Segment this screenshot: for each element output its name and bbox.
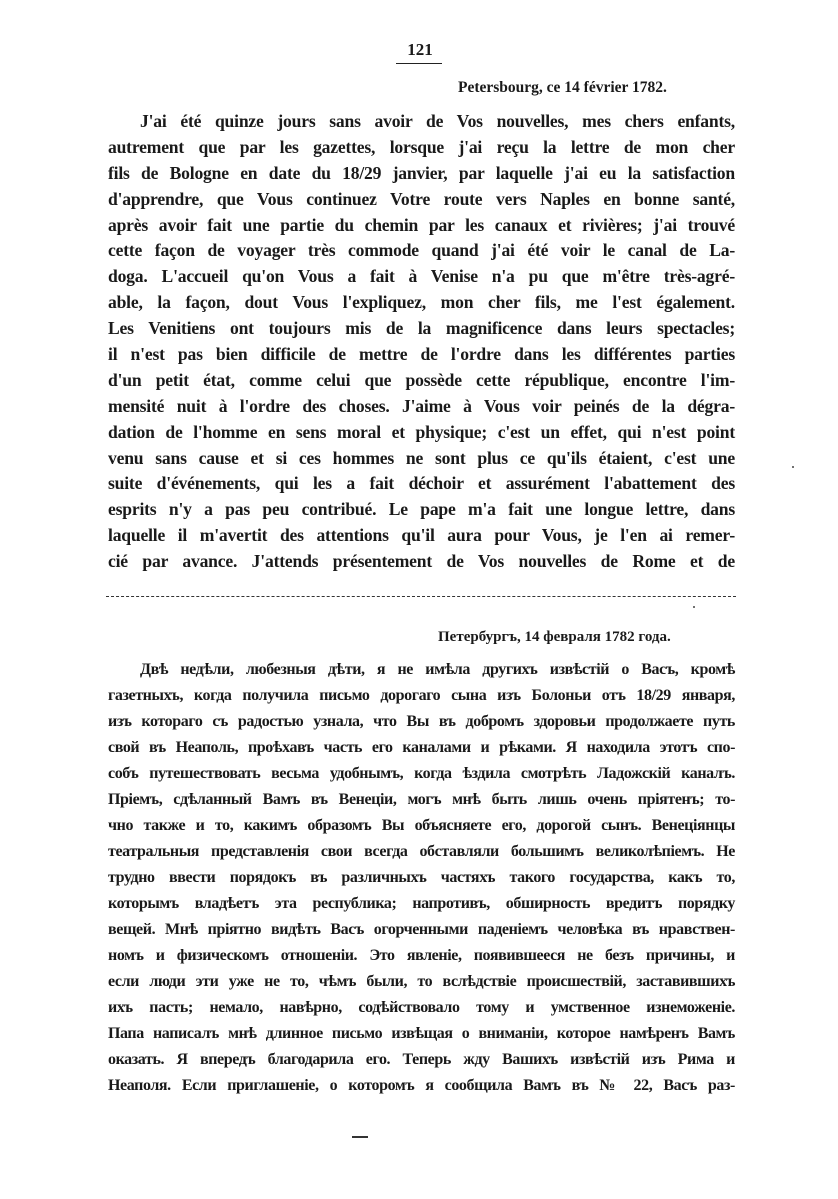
text-line: autrement que par les gazettes, lorsque j'ai reçu la lettre de mon cher [108, 136, 735, 157]
russian-letter [108, 657, 735, 1099]
text-line: esprits n'y a pas peu contribué. Le pape m'a fait une longue lettre, dans [108, 499, 735, 520]
text-line: cié par avance. J'attends présentement de Vos nouvelles de Rome et de [108, 551, 735, 572]
russian-dateline: Петербургъ, 14 февраля 1782 года. [438, 629, 671, 645]
text-line: театральныя представленія свои всегда обставляли большимъ великолѣпіемъ. Не [108, 843, 735, 860]
text-line: able, la façon, dout Vous l'expliquez, mon cher fils, me l'est également. [108, 292, 735, 313]
text-line: cette façon de voyager très commode quand j'ai été voir le canal de La- [108, 240, 735, 261]
text-line: après avoir fait une partie du chemin par les canaux et rivières; j'ai trouvé [108, 214, 735, 235]
text-line: вещей. Мнѣ пріятно видѣть Васъ огорченными паденіемъ человѣка въ нравствен- [108, 921, 735, 938]
text-line: Папа написалъ мнѣ длинное письмо извѣщая о вниманіи, которое намѣренъ Вамъ [108, 1025, 735, 1042]
text-line: il n'est pas bien difficile de mettre de l'ordre dans les différentes parties [108, 344, 735, 365]
text-line: mensité nuit à l'ordre des choses. J'aime à Vous voir peinés de la dégra- [108, 395, 735, 416]
text-line: d'un petit état, comme celui que possède cette république, encontre l'im- [108, 369, 735, 390]
page-number-rule [396, 63, 442, 64]
french-dateline: Petersbourg, ce 14 février 1782. [458, 79, 667, 96]
text-line: оказать. Я впередъ благодарила его. Теперь жду Вашихъ извѣстій изъ Рима и [108, 1051, 735, 1068]
text-line: laquelle il m'avertit des attentions qu'il aura pour Vous, je l'en ai remer- [108, 525, 735, 546]
text-line: venu sans cause et si ces hommes ne sont plus ce qu'ils étaient, c'est une [108, 447, 735, 468]
text-line: которымъ владѣетъ эта республика; напротивъ, обширность вредитъ порядку [108, 895, 735, 912]
text-line: fils de Bologne en date du 18/29 janvier, par laquelle j'ai eu la satisfaction [108, 162, 735, 183]
text-line: изъ котораго съ радостью узнала, что Вы въ добромъ здоровьи продолжаете путь [108, 713, 735, 730]
text-line: ихъ пасть; немало, навѣрно, содѣйствовало тому и умственное изнеможеніе. [108, 999, 735, 1016]
text-line: если люди эти уже не то, чѣмъ были, то вслѣдствіе происшествій, заставившихъ [108, 973, 735, 990]
text-line: собъ путешествовать весьма удобнымъ, когда ѣздила смотрѣть Ладожскій каналъ. [108, 765, 735, 782]
text-line: Пріемъ, сдѣланный Вамъ въ Венеціи, могъ мнѣ быть лишь очень пріятенъ; то- [108, 791, 735, 808]
text-line: Неаполя. Если приглашеніе, о которомъ я сообщила Вамъ въ № 22, Васъ раз- [108, 1077, 735, 1094]
text-line: трудно ввести порядокъ въ различныхъ частяхъ такого государства, какъ то, [108, 869, 735, 886]
text-line: suite d'événements, qui les a fait déchoir et assurément l'abattement des [108, 473, 735, 494]
text-line: dation de l'homme en sens moral et physique; c'est un effet, qui n'est point [108, 421, 735, 442]
print-speck [792, 466, 794, 468]
section-divider [106, 596, 736, 597]
page-number: 121 [407, 40, 433, 59]
print-speck [693, 606, 695, 608]
text-line: doga. L'accueil qu'on Vous a fait à Venise n'a pu que m'être très-agré- [108, 266, 735, 287]
text-line: газетныхъ, когда получила письмо дорогаго сына изъ Болоньи отъ 18/29 января, [108, 687, 735, 704]
french-letter [108, 109, 735, 575]
text-line: J'ai été quinze jours sans avoir de Vos nouvelles, mes chers enfants, [140, 111, 735, 131]
page-end-mark [352, 1136, 368, 1138]
text-line: Двѣ недѣли, любезныя дѣти, я не имѣла другихъ извѣстій о Васъ, кромѣ [140, 661, 735, 678]
text-line: номъ и физическомъ отношеніи. Это явленіе, появившееся не безъ причины, и [108, 947, 735, 964]
text-line: Les Venitiens ont toujours mis de la magnificence dans leurs spectacles; [108, 318, 735, 339]
text-line: свой въ Неаполь, проѣхавъ часть его каналами и рѣками. Я находила этотъ спо- [108, 739, 735, 756]
text-line: чно также и то, какимъ образомъ Вы объясняете его, дорогой сынъ. Венеціянцы [108, 817, 735, 834]
text-line: d'apprendre, que Vous continuez Votre route vers Naples en bonne santé, [108, 188, 735, 209]
